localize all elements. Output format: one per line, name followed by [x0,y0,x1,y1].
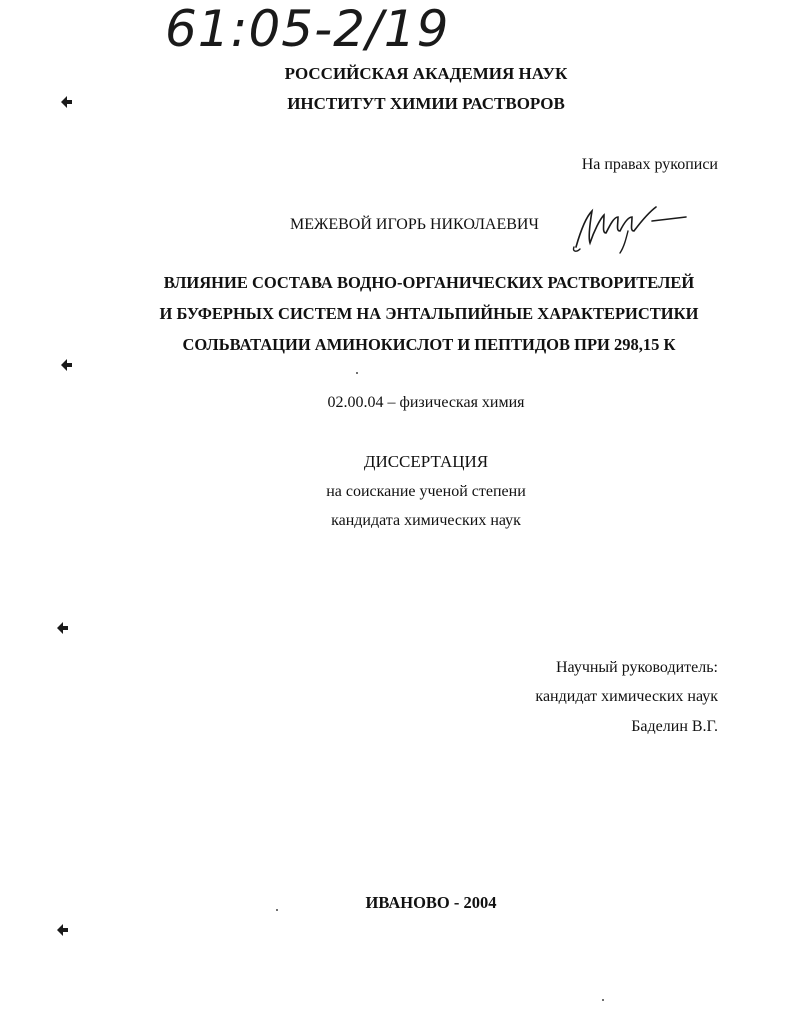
author-name: МЕЖЕВОЙ ИГОРЬ НИКОЛАЕВИЧ [290,216,539,233]
binding-mark-icon [54,620,70,636]
title-line-3: СОЛЬВАТАЦИИ АМИНОКИСЛОТ И ПЕПТИДОВ ПРИ 298,15 К [182,335,676,354]
archive-stamp: 61:05-2/19 [165,0,450,58]
title-line-1: ВЛИЯНИЕ СОСТАВА ВОДНО-ОРГАНИЧЕСКИХ РАСТВОРИТЕЛЕЙ [163,273,695,292]
supervisor-name: Баделин В.Г. [631,718,718,735]
binding-mark-icon [58,357,74,373]
dissertation-degree-line-1: на соискание ученой степени [326,483,526,500]
dissertation-degree-line-2: кандидата химических наук [331,512,521,529]
rights-notice: На правах рукописи [581,156,718,173]
city-year: ИВАНОВО - 2004 [365,893,497,912]
title-line-2: И БУФЕРНЫХ СИСТЕМ НА ЭНТАЛЬПИЙНЫЕ ХАРАКТЕРИСТИКИ [159,304,699,323]
author-signature [568,203,688,255]
scan-speck [602,999,604,1001]
scan-speck [276,909,278,911]
supervisor-degree: кандидат химических наук [535,688,718,705]
specialty: 02.00.04 – физическая химия [327,394,525,411]
scan-speck [356,372,358,374]
dissertation-heading: ДИССЕРТАЦИЯ [363,452,489,471]
supervisor-label: Научный руководитель: [555,659,718,676]
org-line-2: ИНСТИТУТ ХИМИИ РАСТВОРОВ [287,94,565,113]
binding-mark-icon [54,922,70,938]
org-line-1: РОССИЙСКАЯ АКАДЕМИЯ НАУК [284,64,568,83]
binding-mark-icon [58,94,74,110]
